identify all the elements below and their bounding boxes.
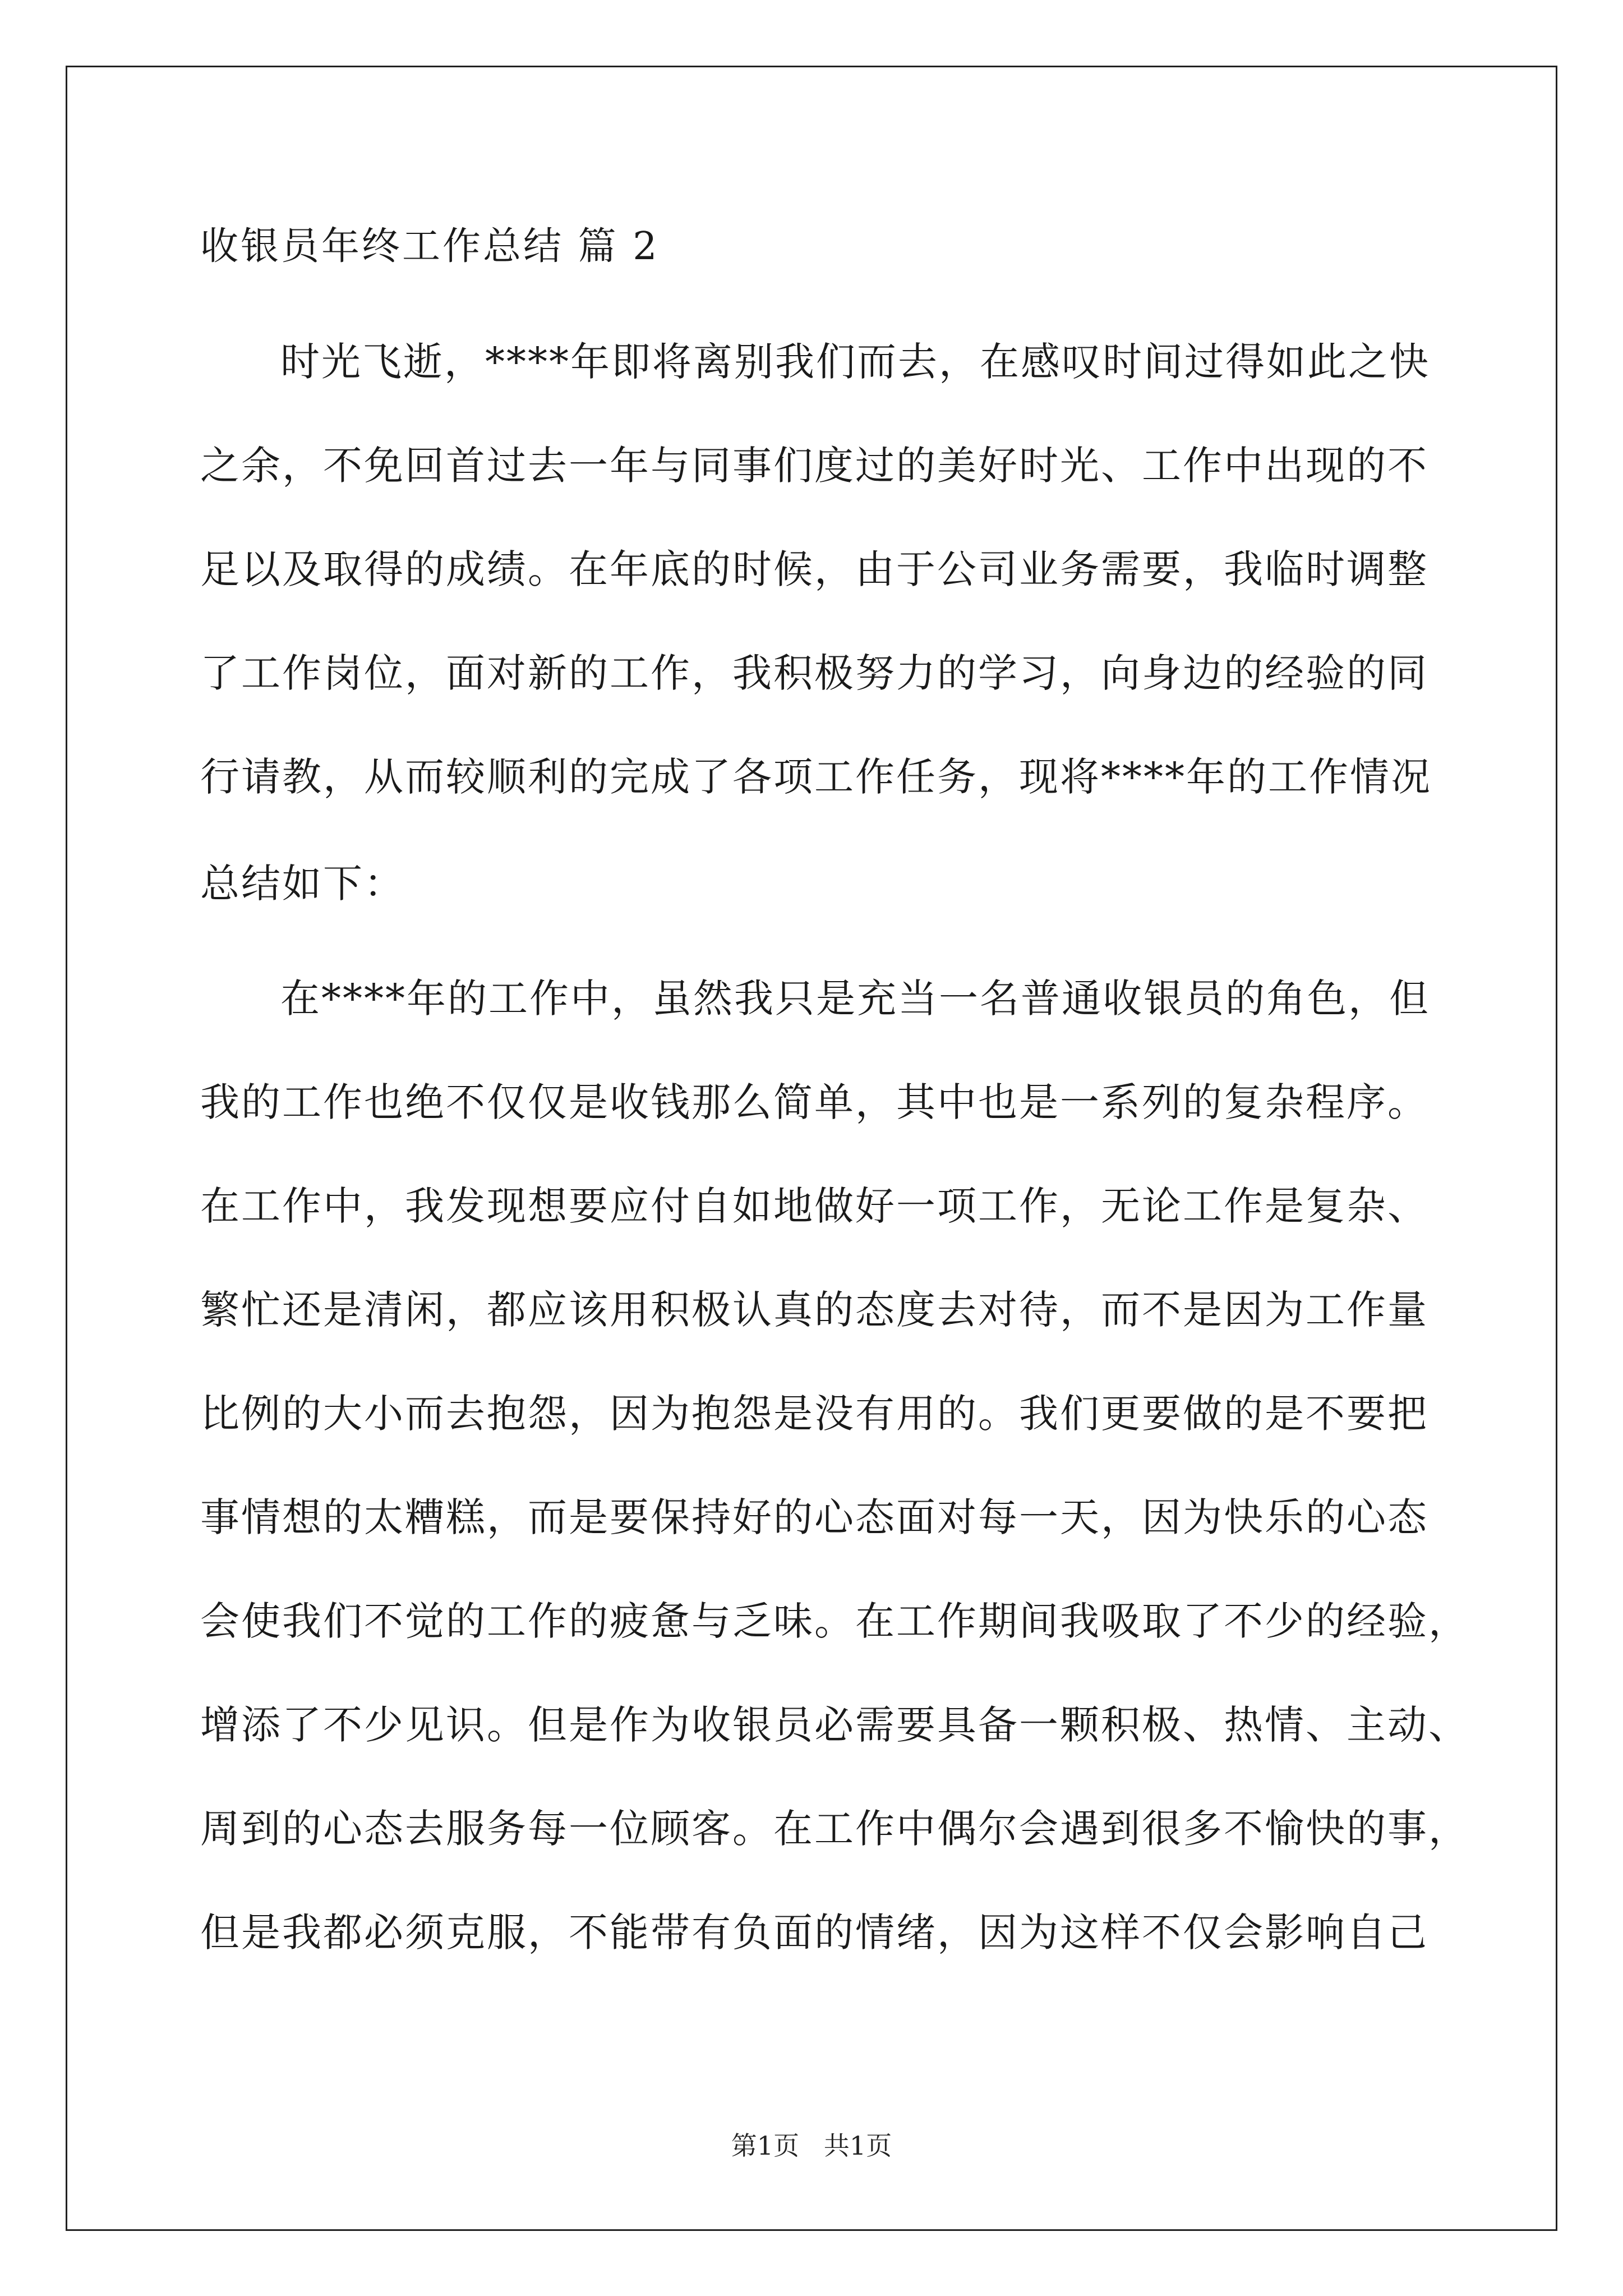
paragraph-2-line-9: 周到的心态去服务每一位顾客。在工作中偶尔会遇到很多不愉快的事， xyxy=(200,1806,1469,1852)
paragraph-1-line-1: 时光飞逝，****年即将离别我们而去，在感叹时间过得如此之快 xyxy=(280,339,1430,385)
document-title: 收银员年终工作总结 篇 2 xyxy=(200,224,660,269)
paragraph-2-line-7: 会使我们不觉的工作的疲惫与乏味。在工作期间我吸取了不少的经验， xyxy=(200,1598,1469,1644)
paragraph-2-line-10: 但是我都必须克服，不能带有负面的情绪，因为这样不仅会影响自己 xyxy=(200,1910,1428,1955)
paragraph-1-line-2: 之余，不免回首过去一年与同事们度过的美好时光、工作中出现的不 xyxy=(200,443,1428,489)
paragraph-1-line-5: 行请教，从而较顺利的完成了各项工作任务，现将****年的工作情况 xyxy=(200,754,1432,800)
paragraph-2-line-2: 我的工作也绝不仅仅是收钱那么简单，其中也是一系列的复杂程序。 xyxy=(200,1079,1428,1125)
paragraph-1-line-6: 总结如下： xyxy=(200,861,405,907)
paragraph-2-line-3: 在工作中，我发现想要应付自如地做好一项工作，无论工作是复杂、 xyxy=(200,1183,1428,1229)
paragraph-2-line-5: 比例的大小而去抱怨，因为抱怨是没有用的。我们更要做的是不要把 xyxy=(200,1391,1428,1437)
page-footer: 第1页 共1页 xyxy=(731,2131,892,2161)
page-border xyxy=(66,66,1557,2231)
paragraph-2-line-8: 增添了不少见识。但是作为收银员必需要具备一颗积极、热情、主动、 xyxy=(200,1702,1469,1748)
paragraph-1-line-3: 足以及取得的成绩。在年底的时候，由于公司业务需要，我临时调整 xyxy=(200,546,1428,592)
paragraph-2-line-6: 事情想的太糟糕，而是要保持好的心态面对每一天，因为快乐的心态 xyxy=(200,1494,1428,1540)
paragraph-1-line-4: 了工作岗位，面对新的工作，我积极努力的学习，向身边的经验的同 xyxy=(200,650,1428,696)
paragraph-2-line-4: 繁忙还是清闲，都应该用积极认真的态度去对待，而不是因为工作量 xyxy=(200,1287,1428,1333)
paragraph-2-line-1: 在****年的工作中，虽然我只是充当一名普通收银员的角色，但 xyxy=(280,976,1430,1022)
